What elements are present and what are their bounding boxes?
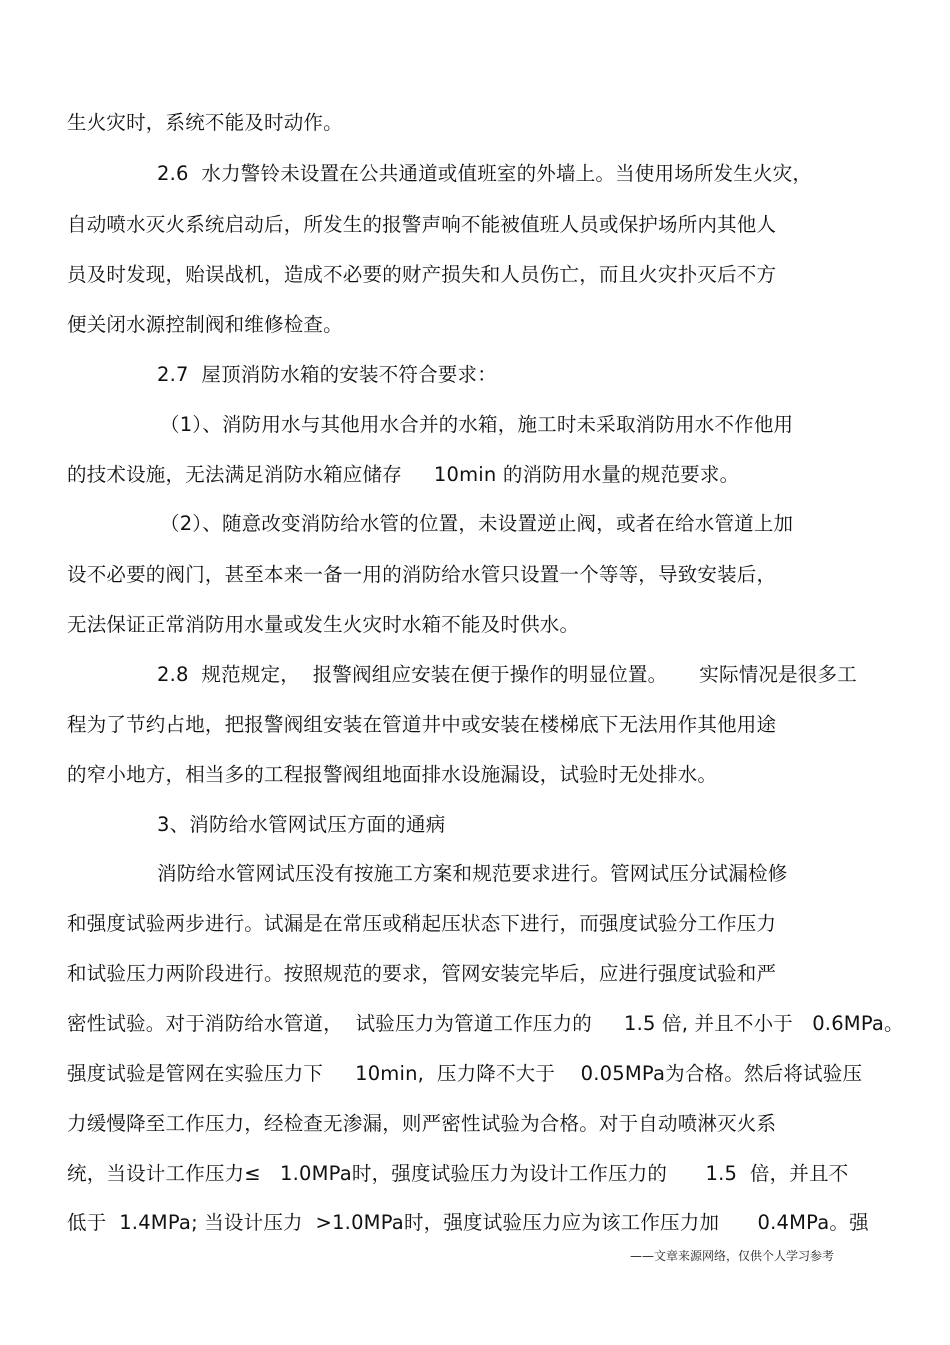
text-line: 员及时发现，贻误战机，造成不必要的财产损失和人员伤亡，而且火灾扑灭后不方: [67, 263, 777, 286]
text-line: 2.8 规范规定， 报警阀组应安装在便于操作的明显位置。 实际情况是很多工: [157, 663, 857, 686]
text-line: 2.6 水力警铃未设置在公共通道或值班室的外墙上。当使用场所发生火灾，: [157, 162, 813, 185]
text-line: 设不必要的阀门，甚至本来一备一用的消防给水管只设置一个等等，导致安装后，: [67, 563, 777, 586]
text-line: 便关闭水源控制阀和维修检查。: [67, 313, 343, 336]
text-line: 程为了节约占地，把报警阀组安装在管道井中或安装在楼梯底下无法用作其他用途: [67, 713, 777, 736]
text-line: 密性试验。对于消防给水管道， 试验压力为管道工作压力的 1.5 倍, 并且不小于 0.6MPa。: [67, 1012, 904, 1035]
text-line: 的技术设施，无法满足消防水箱应储存 10min 的消防用水量的规范要求。: [67, 463, 740, 486]
text-line: （1）、消防用水与其他用水合并的水箱，施工时未采取消防用水不作他用: [160, 413, 794, 436]
text-line: 无法保证正常消防用水量或发生火灾时水箱不能及时供水。: [67, 613, 580, 636]
text-line: 自动喷水灭火系统启动后，所发生的报警声响不能被值班人员或保护场所内其他人: [67, 213, 777, 236]
source-footnote: ——文章来源网络，仅供个人学习参考: [630, 1249, 835, 1263]
text-line: 强度试验是管网在实验压力下 10min, 压力降不大于 0.05MPa为合格。然后将试验压: [67, 1062, 863, 1085]
text-line: 和强度试验两步进行。试漏是在常压或稍起压状态下进行，而强度试验分工作压力: [67, 912, 777, 935]
text-line: 和试验压力两阶段进行。按照规范的要求，管网安装完毕后，应进行强度试验和严: [67, 962, 777, 985]
section-heading: 3、消防给水管网试压方面的通病: [157, 813, 446, 836]
text-line: 统，当设计工作压力≤ 1.0MPa时，强度试验压力为设计工作压力的 1.5 倍，并且不: [67, 1162, 849, 1185]
text-line: 的窄小地方，相当多的工程报警阀组地面排水设施漏设，试验时无处排水。: [67, 763, 718, 786]
text-line: （2）、随意改变消防给水管的位置，未设置逆止阀，或者在给水管道上加: [160, 512, 794, 535]
text-line: 2.7 屋顶消防水箱的安装不符合要求：: [157, 363, 497, 386]
text-line: 低于 1.4MPa; 当设计压力 >1.0MPa时，强度试验压力应为该工作压力加 0.4MPa。强: [67, 1211, 869, 1234]
text-line: 力缓慢降至工作压力，经检查无渗漏，则严密性试验为合格。对于自动喷淋灭火系: [67, 1112, 777, 1135]
text-line: 生火灾时，系统不能及时动作。: [67, 111, 343, 134]
text-line: 消防给水管网试压没有按施工方案和规范要求进行。管网试压分试漏检修: [157, 862, 788, 885]
